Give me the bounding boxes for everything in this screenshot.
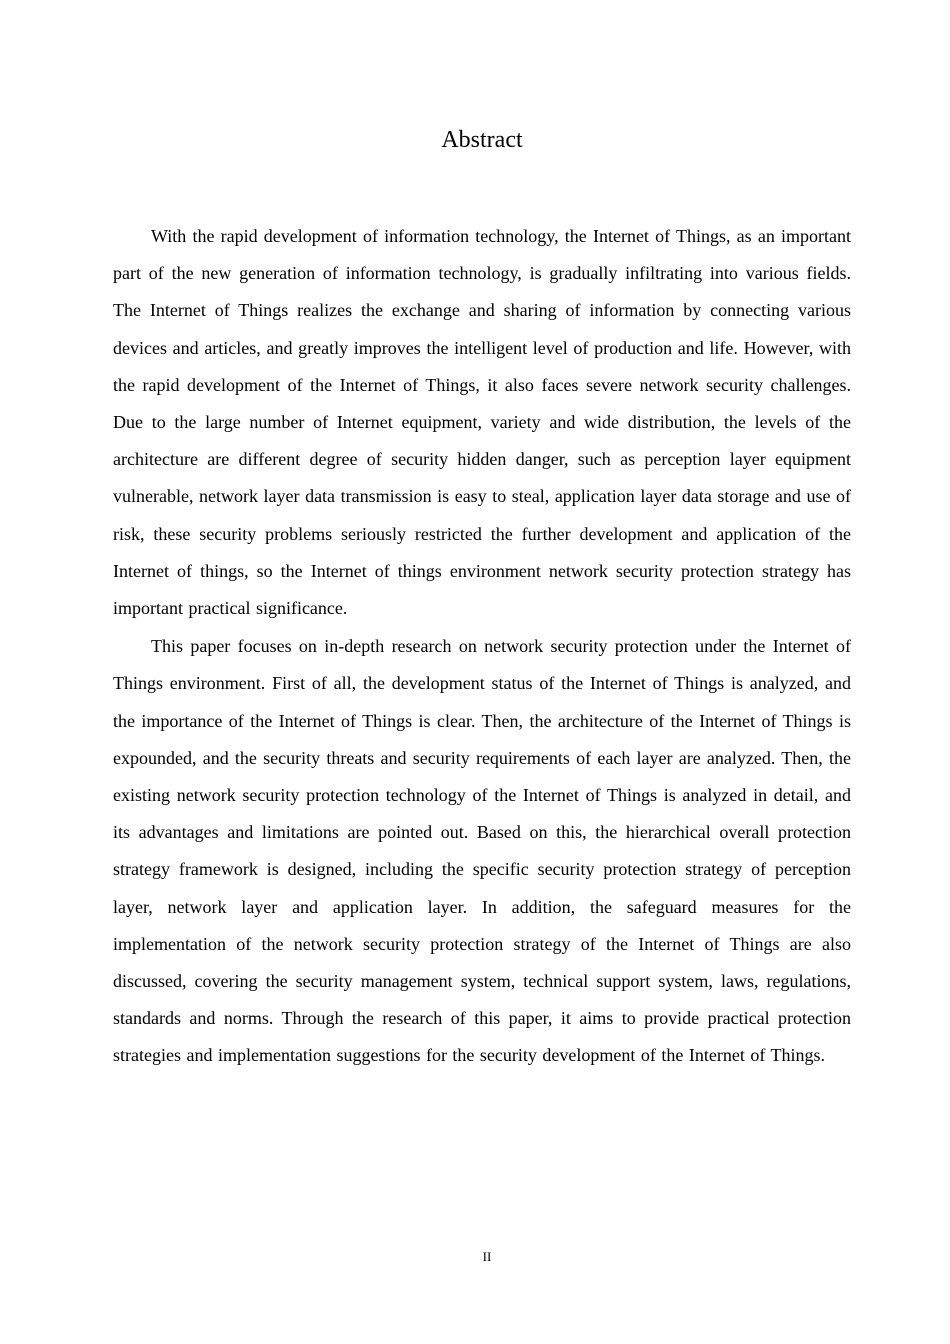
- abstract-paragraph-1: With the rapid development of information technology, the Internet of Things, as an important part of the new generation of information technology, is gradually infiltrating into various fields. The Internet of Things realizes the exchange and sharing of information by connecting various devices and articles, and greatly improves the intelligent level of production and life. However, with the rapid development of the Internet of Things, it also faces severe network security challenges. Due to the large number of Internet equipment, variety and wide distribution, the levels of the architecture are different degree of security hidden danger, such as perception layer equipment vulnerable, network layer data transmission is easy to steal, application layer data storage and use of risk, these security problems seriously restricted the further development and application of the Internet of things, so the Internet of things environment network security protection strategy has important practical significance.: [113, 226, 851, 619]
- page-title: Abstract: [441, 127, 523, 153]
- abstract-body: [113, 218, 851, 1075]
- page-number: II: [482, 1249, 492, 1264]
- abstract-paragraph-2: This paper focuses on in-depth research on network security protection under the Internet of Things environment. First of all, the development status of the Internet of Things is analyzed, and the importance of the Internet of Things is clear. Then, the architecture of the Internet of Things is expounded, and the security threats and security requirements of each layer are analyzed. Then, the existing network security protection technology of the Internet of Things is analyzed in detail, and its advantages and limitations are pointed out. Based on this, the hierarchical overall protection strategy framework is designed, including the specific security protection strategy of perception layer, network layer and application layer. In addition, the safeguard measures for the implementation of the network security protection strategy of the Internet of Things are also discussed, covering the security management system, technical support system, laws, regulations, standards and norms. Through the research of this paper, it aims to provide practical protection strategies and implementation suggestions for the security development of the Internet of Things.: [113, 636, 851, 1066]
